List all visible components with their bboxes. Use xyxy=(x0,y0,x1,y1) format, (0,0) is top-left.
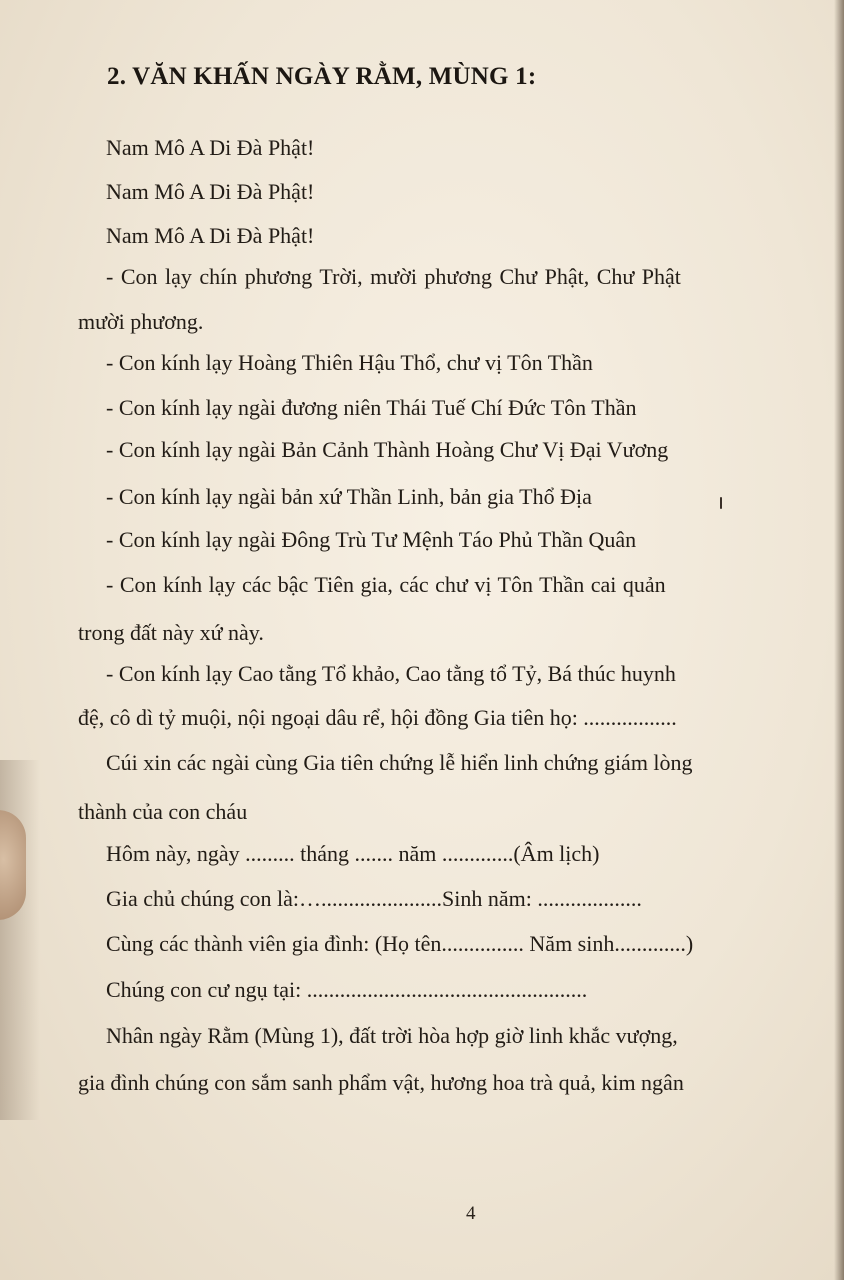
text-line: Nam Mô A Di Đà Phật! xyxy=(106,135,315,160)
text-line: Nhân ngày Rằm (Mùng 1), đất trời hòa hợp giờ linh khắc vượng, xyxy=(106,1023,678,1048)
paper-speck xyxy=(720,497,722,509)
text-line: - Con kính lạy ngài Đông Trù Tư Mệnh Táo Phủ Thần Quân xyxy=(106,527,637,552)
text-line: - Con kính lạy ngài Bản Cảnh Thành Hoàng Chư Vị Đại Vương xyxy=(106,437,669,462)
thumb-finger xyxy=(0,810,26,920)
text-line: - Con kính lạy Hoàng Thiên Hậu Thổ, chư vị Tôn Thần xyxy=(106,350,593,375)
text-line: trong đất này xứ này. xyxy=(78,620,264,645)
text-line: thành của con cháu xyxy=(78,799,248,824)
text-line: - Con kính lạy các bậc Tiên gia, các chư vị Tôn Thần cai quản xyxy=(106,572,666,597)
text-line: - Con kính lạy Cao tằng Tổ khảo, Cao tằng tổ Tỷ, Bá thúc huynh xyxy=(106,661,676,686)
text-line: mười phương. xyxy=(78,309,204,334)
text-line: Gia chủ chúng con là:…......................Sinh năm: ................... xyxy=(106,886,642,911)
text-line: Nam Mô A Di Đà Phật! xyxy=(106,223,315,248)
text-line: Chúng con cư ngụ tại: ................................................... xyxy=(106,977,588,1002)
text-line: - Con lạy chín phương Trời, mười phương Chư Phật, Chư Phật xyxy=(106,264,681,289)
text-line: Hôm này, ngày ......... tháng ....... năm .............(Âm lịch) xyxy=(106,841,600,866)
text-line: Nam Mô A Di Đà Phật! xyxy=(106,179,315,204)
text-line: - Con kính lạy ngài đương niên Thái Tuế Chí Đức Tôn Thần xyxy=(106,395,637,420)
text-line: Cúi xin các ngài cùng Gia tiên chứng lễ hiển linh chứng giám lòng xyxy=(106,750,693,775)
text-line: Cùng các thành viên gia đình: (Họ tên............... Năm sinh.............) xyxy=(106,931,694,956)
page-spine-shadow xyxy=(834,0,844,1280)
page-number: 4 xyxy=(466,1203,476,1224)
text-line: gia đình chúng con sắm sanh phẩm vật, hương hoa trà quả, kim ngân xyxy=(78,1070,684,1095)
text-line: đệ, cô dì tỷ muội, nội ngoại dâu rể, hội đồng Gia tiên họ: ................. xyxy=(78,705,677,730)
section-heading: 2. VĂN KHẤN NGÀY RẰM, MÙNG 1: xyxy=(107,63,537,90)
text-line: - Con kính lạy ngài bản xứ Thần Linh, bản gia Thổ Địa xyxy=(106,484,592,509)
